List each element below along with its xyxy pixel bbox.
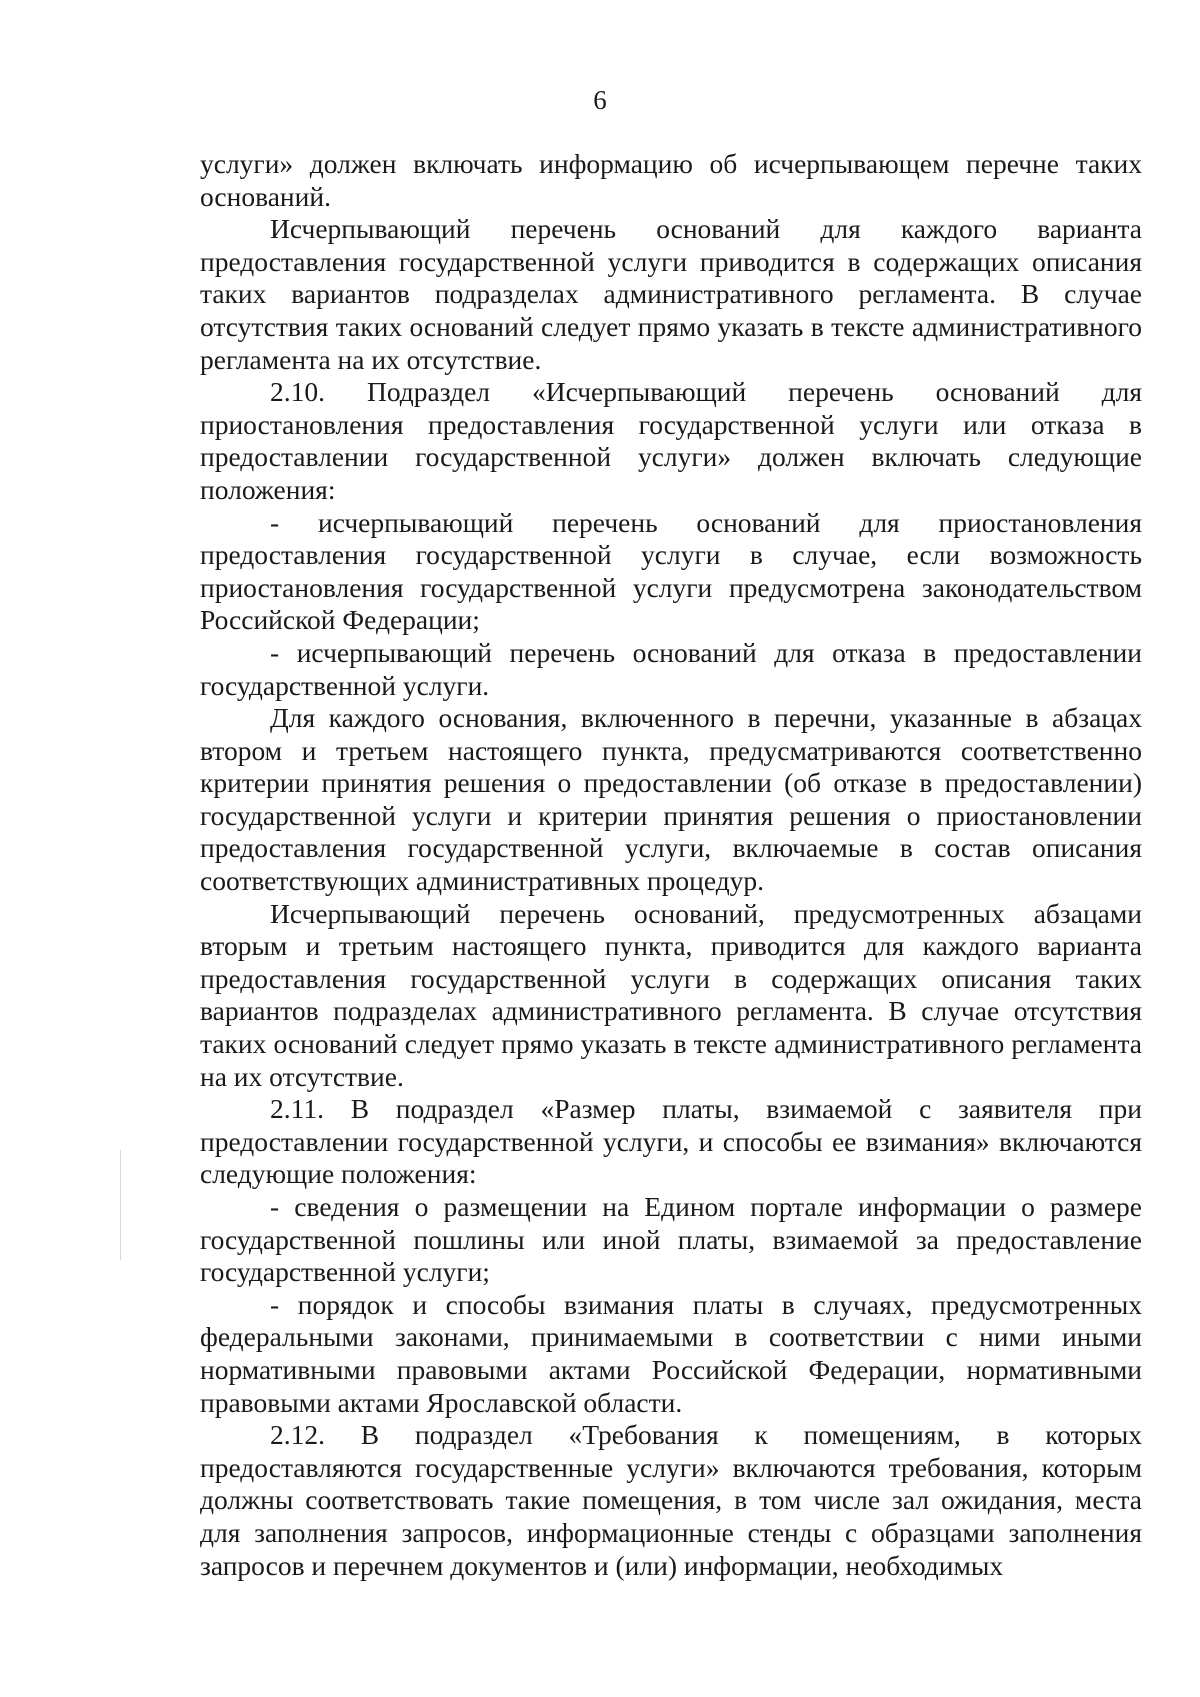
paragraph-section-2-12: 2.12. В подраздел «Требования к помещениям, в которых предоставляются государственные услуги» включаются требования, которым должны соответствовать такие помещения, в том числе зал ожидания, места для заполнения запросов, информационные стенды с образцами заполнения запросов и перечнем документов и (или) информации, необходимых <box>200 1419 1142 1581</box>
document-body <box>200 148 1142 1582</box>
paragraph-decision-criteria: Для каждого основания, включенного в перечни, указанные в абзацах втором и третьем настоящего пункта, предусматриваются соответственно критерии принятия решения о предоставлении (об отказе в предоставлении) государственной услуги и критерии принятия решения о приостановлении предоставления государственной услуги, включаемые в состав описания соответствующих административных процедур. <box>200 702 1142 897</box>
list-item-fee-collection: - порядок и способы взимания платы в случаях, предусмотренных федеральными законами, принимаемыми в соответствии с ними иными нормативными правовыми актами Российской Федерации, нормативными правовыми актами Ярославской области. <box>200 1288 1142 1418</box>
list-item-suspension-grounds: - исчерпывающий перечень оснований для приостановления предоставления государственной услуги в случае, если возможность приостановления государственной услуги предусмотрена законодательством Российской Федерации; <box>200 506 1142 636</box>
paragraph-exhaustive-list-absence: Исчерпывающий перечень оснований, предусмотренных абзацами вторым и третьим настоящего пункта, приводится для каждого варианта предоставления государственной услуги в содержащих описания таких вариантов подразделах административного регламента. В случае отсутствия таких оснований следует прямо указать в тексте административного регламента на их отсутствие. <box>200 897 1142 1092</box>
paragraph-exhaustive-list-variants: Исчерпывающий перечень оснований для каждого варианта предоставления государственной услуги приводится в содержащих описания таких вариантов подразделах административного регламента. В случае отсутствия таких оснований следует прямо указать в тексте административного регламента на их отсутствие. <box>200 213 1142 375</box>
list-item-fee-info: - сведения о размещении на Едином портале информации о размере государственной пошлины или иной платы, взимаемой за предоставление государственной услуги; <box>200 1191 1142 1288</box>
page-number: 6 <box>593 85 607 115</box>
scan-artifact-line <box>120 1150 121 1260</box>
paragraph-continuation: услуги» должен включать информацию об исчерпывающем перечне таких оснований. <box>200 148 1142 212</box>
paragraph-section-2-11: 2.11. В подраздел «Размер платы, взимаемой с заявителя при предоставлении государственной услуги, и способы ее взимания» включаются следующие положения: <box>200 1093 1142 1190</box>
list-item-refusal-grounds: - исчерпывающий перечень оснований для отказа в предоставлении государственной услуги. <box>200 636 1142 701</box>
paragraph-section-2-10: 2.10. Подраздел «Исчерпывающий перечень оснований для приостановления предоставления государственной услуги или отказа в предоставлении государственной услуги» должен включать следующие положения: <box>200 376 1142 505</box>
